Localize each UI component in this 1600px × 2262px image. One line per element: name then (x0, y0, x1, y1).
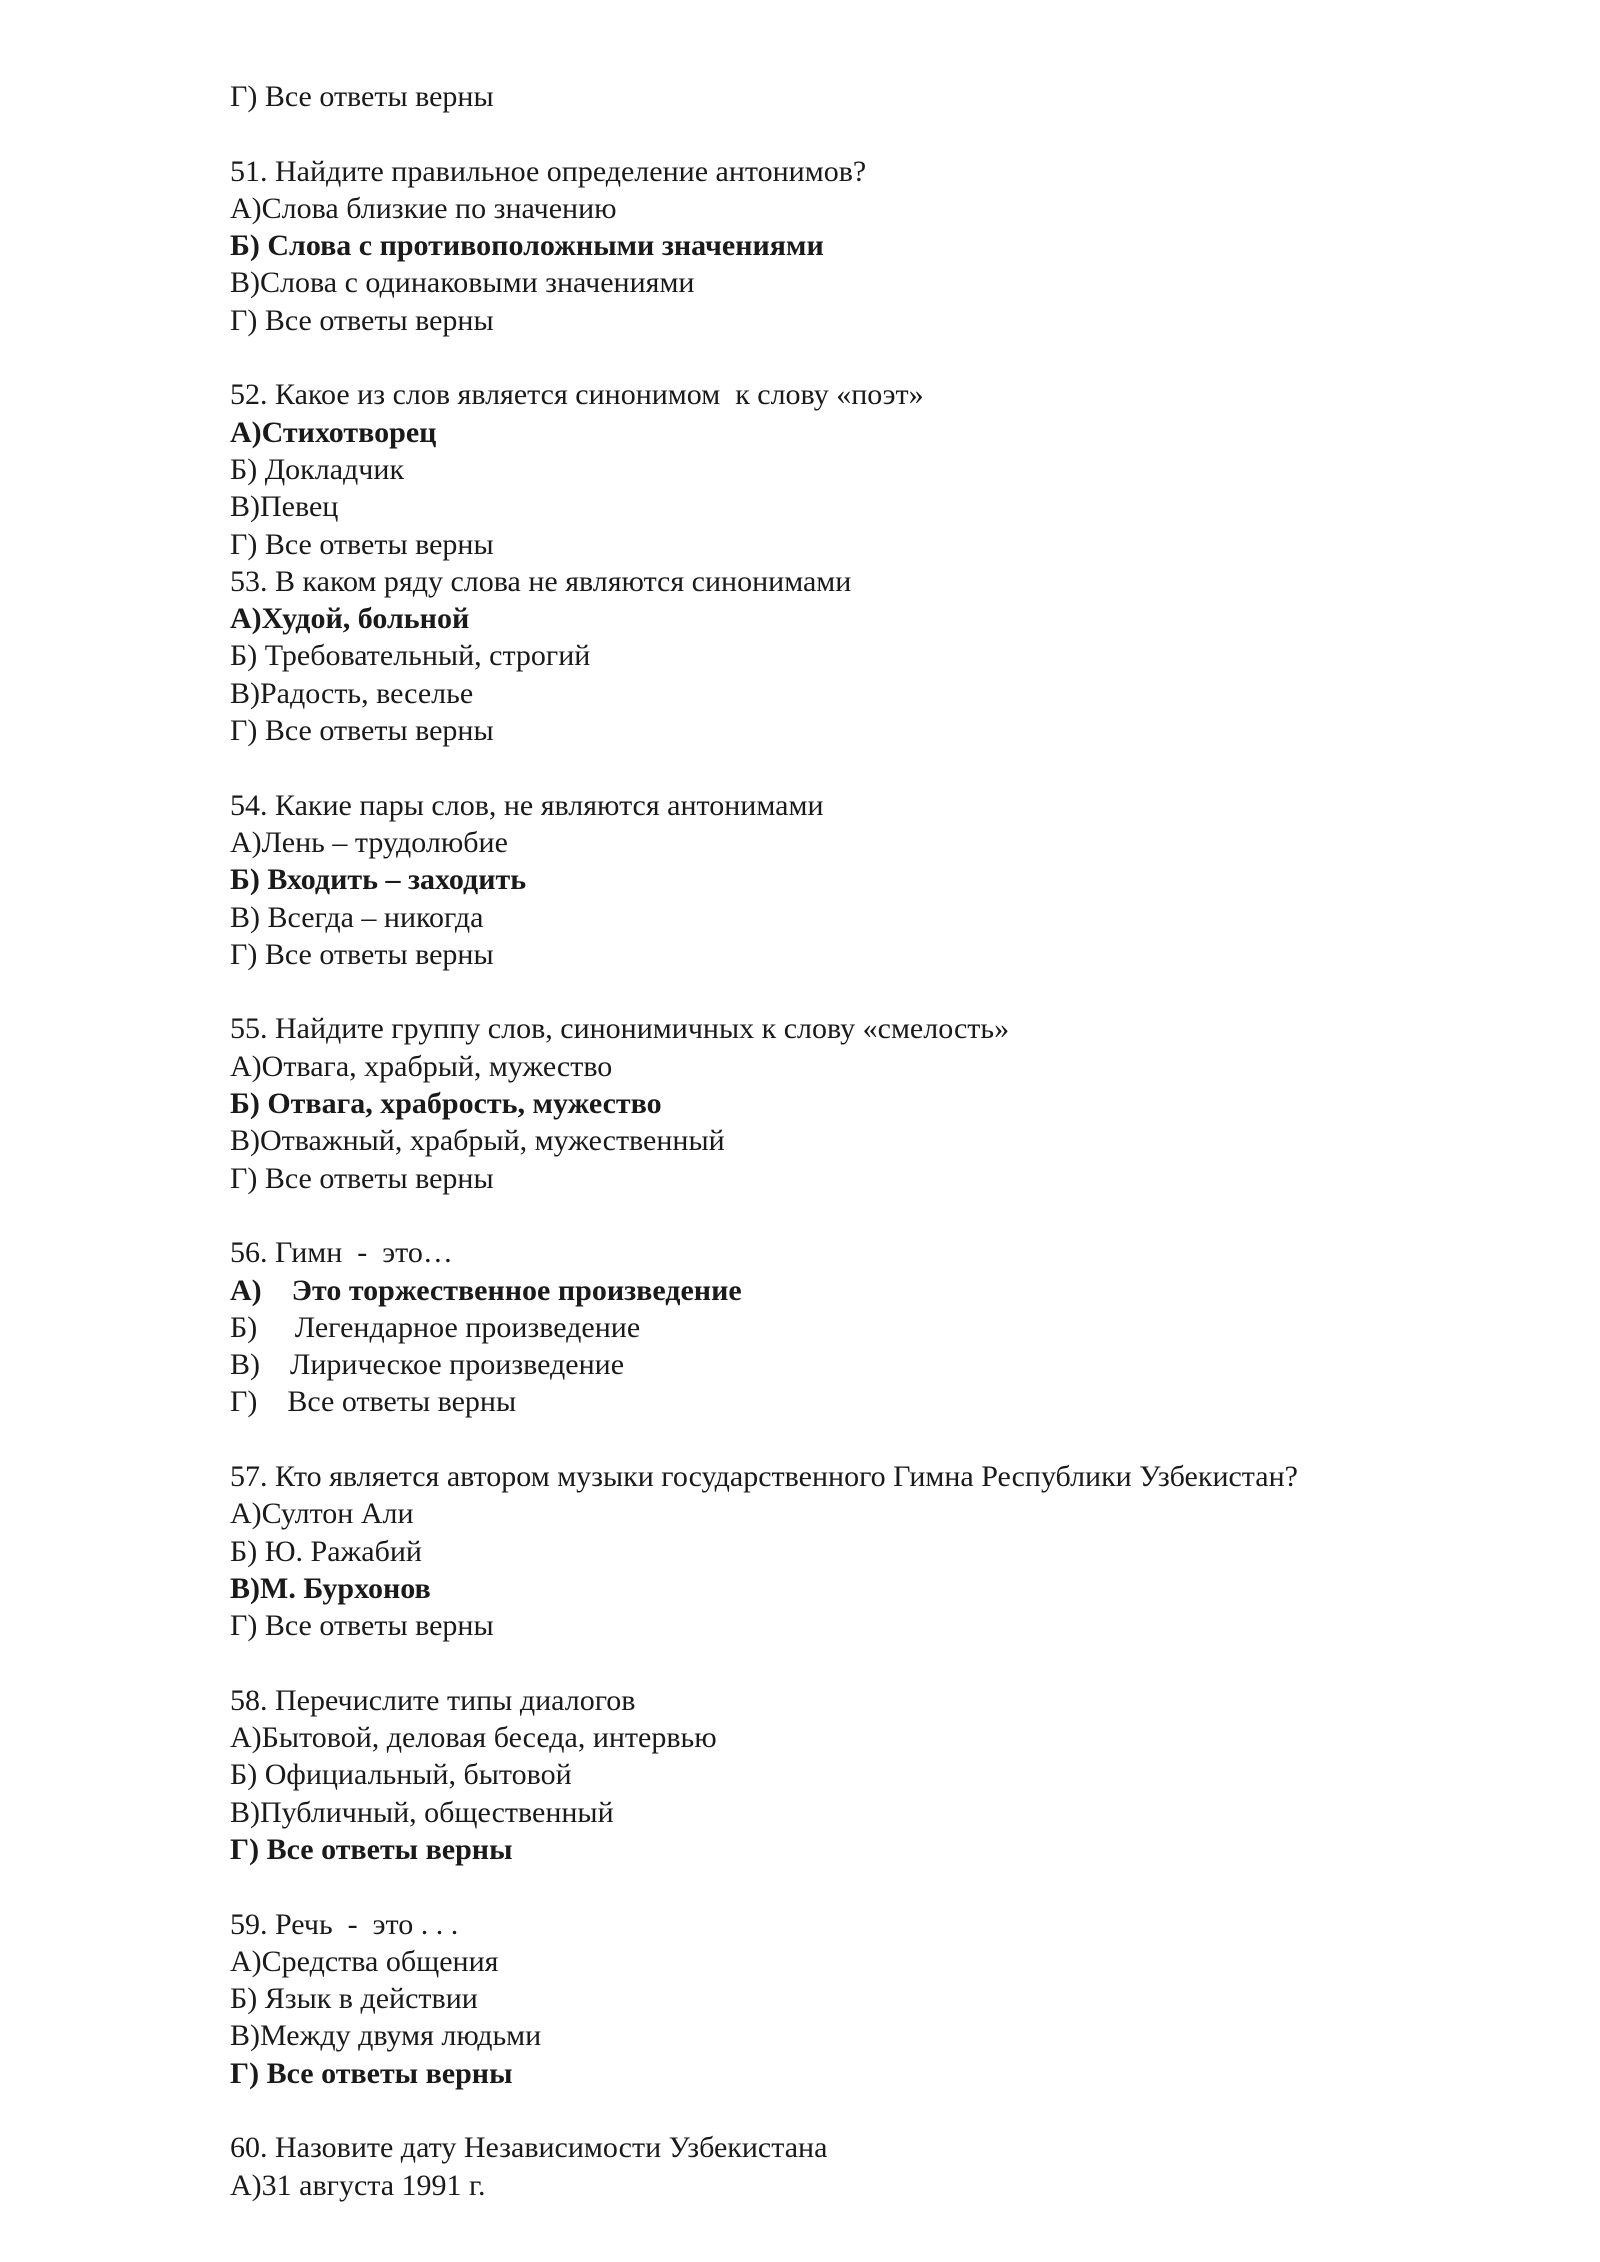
answer-option: А)Отвага, храбрый, мужество (230, 1049, 613, 1083)
answer-option: Г) Все ответы верны (230, 527, 494, 561)
answer-option: А)Лень – трудолюбие (230, 825, 508, 859)
correct-answer-option: Б) Входить – заходить (230, 863, 527, 897)
question-text: 57. Кто является автором музыки государственного Гимна Республики Узбекистан? (230, 1459, 1298, 1493)
answer-option: Б) Официальный, бытовой (230, 1758, 572, 1792)
answer-option: В)Радость, веселье (230, 676, 474, 710)
question-text: 51. Найдите правильное определение антонимов? (230, 154, 867, 188)
answer-option: Г) Все ответы верны (230, 80, 494, 113)
correct-answer-option: Г) Все ответы верны (230, 2056, 513, 2090)
answer-option: Г) Все ответы верны (230, 1609, 494, 1643)
answer-option: Б) Легендарное произведение (230, 1310, 641, 1344)
answer-option: Б) Язык в действии (230, 1982, 478, 2016)
answer-option: В) Лирическое произведение (230, 1348, 625, 1382)
correct-answer-option: А)Худой, больной (230, 602, 470, 636)
correct-answer-option: Б) Слова с противоположными значениями (230, 229, 824, 263)
answer-option: Б) Ю. Ражабий (230, 1534, 422, 1568)
question-text: 52. Какое из слов является синонимом к слову «поэт» (230, 378, 924, 412)
blank-line (230, 339, 1530, 376)
blank-line (230, 1868, 1530, 1905)
answer-option: Б) Требовательный, строгий (230, 639, 591, 673)
answer-option: В)Слова с одинаковыми значениями (230, 266, 695, 300)
answer-option: В) Всегда – никогда (230, 900, 484, 934)
question-text: 53. В каком ряду слова не являются синонимами (230, 564, 852, 598)
answer-option: В)Публичный, общественный (230, 1795, 614, 1829)
answer-option: А)31 августа 1991 г. (230, 2168, 486, 2202)
answer-option: Г) Все ответы верны (230, 714, 494, 748)
correct-answer-option: В)М. Бурхонов (230, 1571, 431, 1605)
correct-answer-option: А)Стихотворец (230, 415, 437, 449)
answer-option: В)Отважный, храбрый, мужественный (230, 1124, 725, 1158)
blank-line (230, 1421, 1530, 1458)
blank-line (230, 115, 1530, 152)
answer-option: Г) Все ответы верны (230, 303, 494, 337)
answer-option: А)Слова близкие по значению (230, 191, 617, 225)
answer-option: А)Средства общения (230, 1944, 499, 1978)
question-text: 55. Найдите группу слов, синонимичных к слову «смелость» (230, 1012, 1010, 1046)
answer-option: Г) Все ответы верны (230, 1385, 517, 1419)
correct-answer-option: А) Это торжественное произведение (230, 1273, 742, 1307)
correct-answer-option: Б) Отвага, храбрость, мужество (230, 1087, 662, 1121)
blank-line (230, 1197, 1530, 1234)
question-text: 58. Перечислите типы диалогов (230, 1683, 636, 1717)
blank-line (230, 749, 1530, 786)
question-text: 54. Какие пары слов, не являются антонимами (230, 788, 824, 822)
blank-line (230, 2092, 1530, 2129)
answer-option: А)Султон Али (230, 1497, 414, 1531)
blank-line (230, 1644, 1530, 1681)
answer-option: Б) Докладчик (230, 452, 405, 486)
question-text: 56. Гимн - это… (230, 1236, 453, 1270)
blank-line (230, 973, 1530, 1010)
answer-option: В)Между двумя людьми (230, 2019, 542, 2053)
answer-option: Г) Все ответы верны (230, 937, 494, 971)
correct-answer-option: Г) Все ответы верны (230, 1832, 513, 1866)
answer-option: Г) Все ответы верны (230, 1161, 494, 1195)
question-text: 59. Речь - это . . . (230, 1907, 459, 1941)
answer-option: В)Певец (230, 490, 339, 524)
document-body (230, 78, 1530, 2204)
answer-option: А)Бытовой, деловая беседа, интервью (230, 1721, 717, 1755)
question-text: 60. Назовите дату Независимости Узбекистана (230, 2131, 828, 2165)
